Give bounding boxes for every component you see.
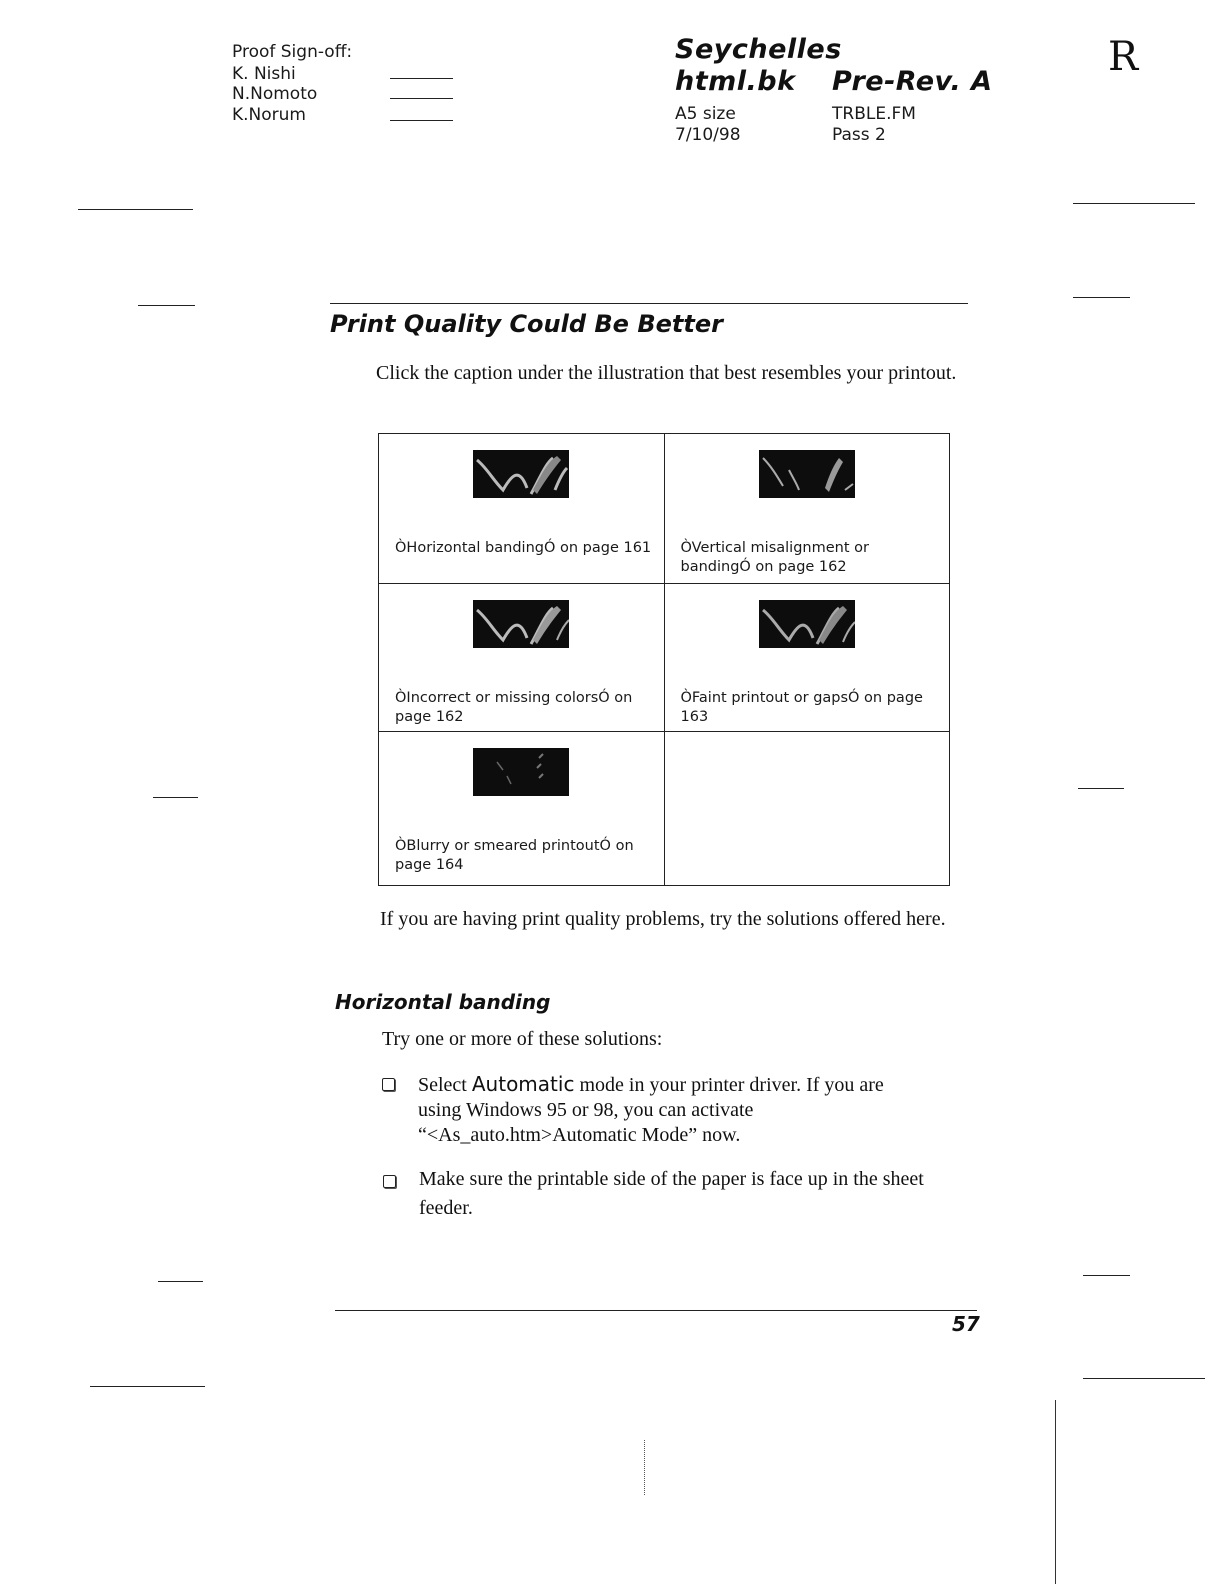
blurry-printout-sample-icon[interactable]: [473, 748, 569, 796]
crop-mark: [1073, 297, 1130, 298]
signer-name: K. Nishi: [232, 64, 296, 84]
grid-cell-incorrect-colors[interactable]: [379, 584, 665, 732]
vertical-misalignment-sample-icon[interactable]: [759, 450, 855, 498]
fm-filename: TRBLE.FM: [832, 104, 916, 124]
horizontal-banding-sample-icon[interactable]: [473, 450, 569, 498]
solution-item-paper-side: Make sure the printable side of the paper is face up in the sheet: [419, 1168, 924, 1190]
grid-cell-blurry-printout[interactable]: [379, 732, 665, 886]
checkbox-bullet-icon: [383, 1175, 396, 1188]
solution-text: mode in your printer driver. If you are: [579, 1074, 884, 1096]
solution-text: Select: [418, 1074, 467, 1096]
header-date: 7/10/98: [675, 125, 741, 145]
footer-rule: [335, 1310, 977, 1311]
crop-mark: [78, 209, 193, 210]
crop-mark: [1083, 1275, 1130, 1276]
crop-mark: [158, 1281, 203, 1282]
caption-link[interactable]: ÒIncorrect or missing colorsÓ on page 162: [395, 690, 633, 725]
solution-text: feeder.: [419, 1197, 473, 1219]
subsection-title: Horizontal banding: [335, 990, 551, 1014]
signature-line: [390, 98, 453, 99]
page-number: 57: [952, 1312, 980, 1336]
crop-mark: [138, 305, 195, 306]
automatic-mode-link[interactable]: “<As_auto.htm>Automatic Mode” now.: [418, 1124, 741, 1146]
crop-mark: [644, 1440, 645, 1495]
caption-link[interactable]: ÒFaint printout or gapsÓ on page 163: [680, 690, 923, 725]
solutions-lead: Try one or more of these solutions:: [382, 1028, 663, 1050]
section-rule: [330, 303, 968, 304]
grid-cell-faint-printout[interactable]: [664, 584, 950, 732]
grid-cell-vertical-misalignment[interactable]: [664, 434, 950, 584]
caption-link[interactable]: ÒBlurry or smeared printoutÓ on page 164: [395, 838, 634, 873]
checkbox-bullet-icon: [382, 1078, 395, 1091]
caption-link[interactable]: ÒHorizontal bandingÓ on page 161: [395, 540, 652, 556]
crop-mark: [1078, 788, 1124, 789]
automatic-keyword: Automatic: [471, 1072, 575, 1096]
crop-mark: [1073, 203, 1195, 204]
pass-number: Pass 2: [832, 125, 886, 145]
crop-mark: [90, 1386, 205, 1387]
signature-line: [390, 120, 453, 121]
incorrect-colors-sample-icon[interactable]: [473, 600, 569, 648]
intro-paragraph: Click the caption under the illustration that best resembles your printout.: [376, 362, 957, 384]
crop-mark: [1083, 1378, 1205, 1379]
problems-paragraph: If you are having print quality problems, try the solutions offered here.: [380, 908, 946, 930]
signer-name: N.Nomoto: [232, 84, 318, 104]
solution-text: using Windows 95 or 98, you can activate: [418, 1099, 754, 1121]
page-size: A5 size: [675, 104, 736, 124]
faint-printout-sample-icon[interactable]: [759, 600, 855, 648]
caption-link[interactable]: ÒVertical misalignment or bandingÓ on page 162: [680, 540, 869, 575]
proof-signoff-label: Proof Sign-off:: [232, 42, 353, 62]
section-title: Print Quality Could Be Better: [330, 310, 723, 338]
corner-mark: R: [1108, 34, 1139, 80]
revision-label: Pre-Rev. A: [832, 66, 993, 97]
book-file: html.bk: [675, 66, 796, 97]
crop-mark: [153, 797, 198, 798]
crop-mark: [1055, 1400, 1056, 1584]
print-quality-grid: [378, 433, 950, 886]
signature-line: [390, 78, 453, 79]
grid-cell-empty: [664, 732, 950, 886]
signer-name: K.Norum: [232, 105, 306, 125]
grid-cell-horizontal-banding[interactable]: [379, 434, 665, 584]
book-title: Seychelles: [675, 34, 842, 65]
